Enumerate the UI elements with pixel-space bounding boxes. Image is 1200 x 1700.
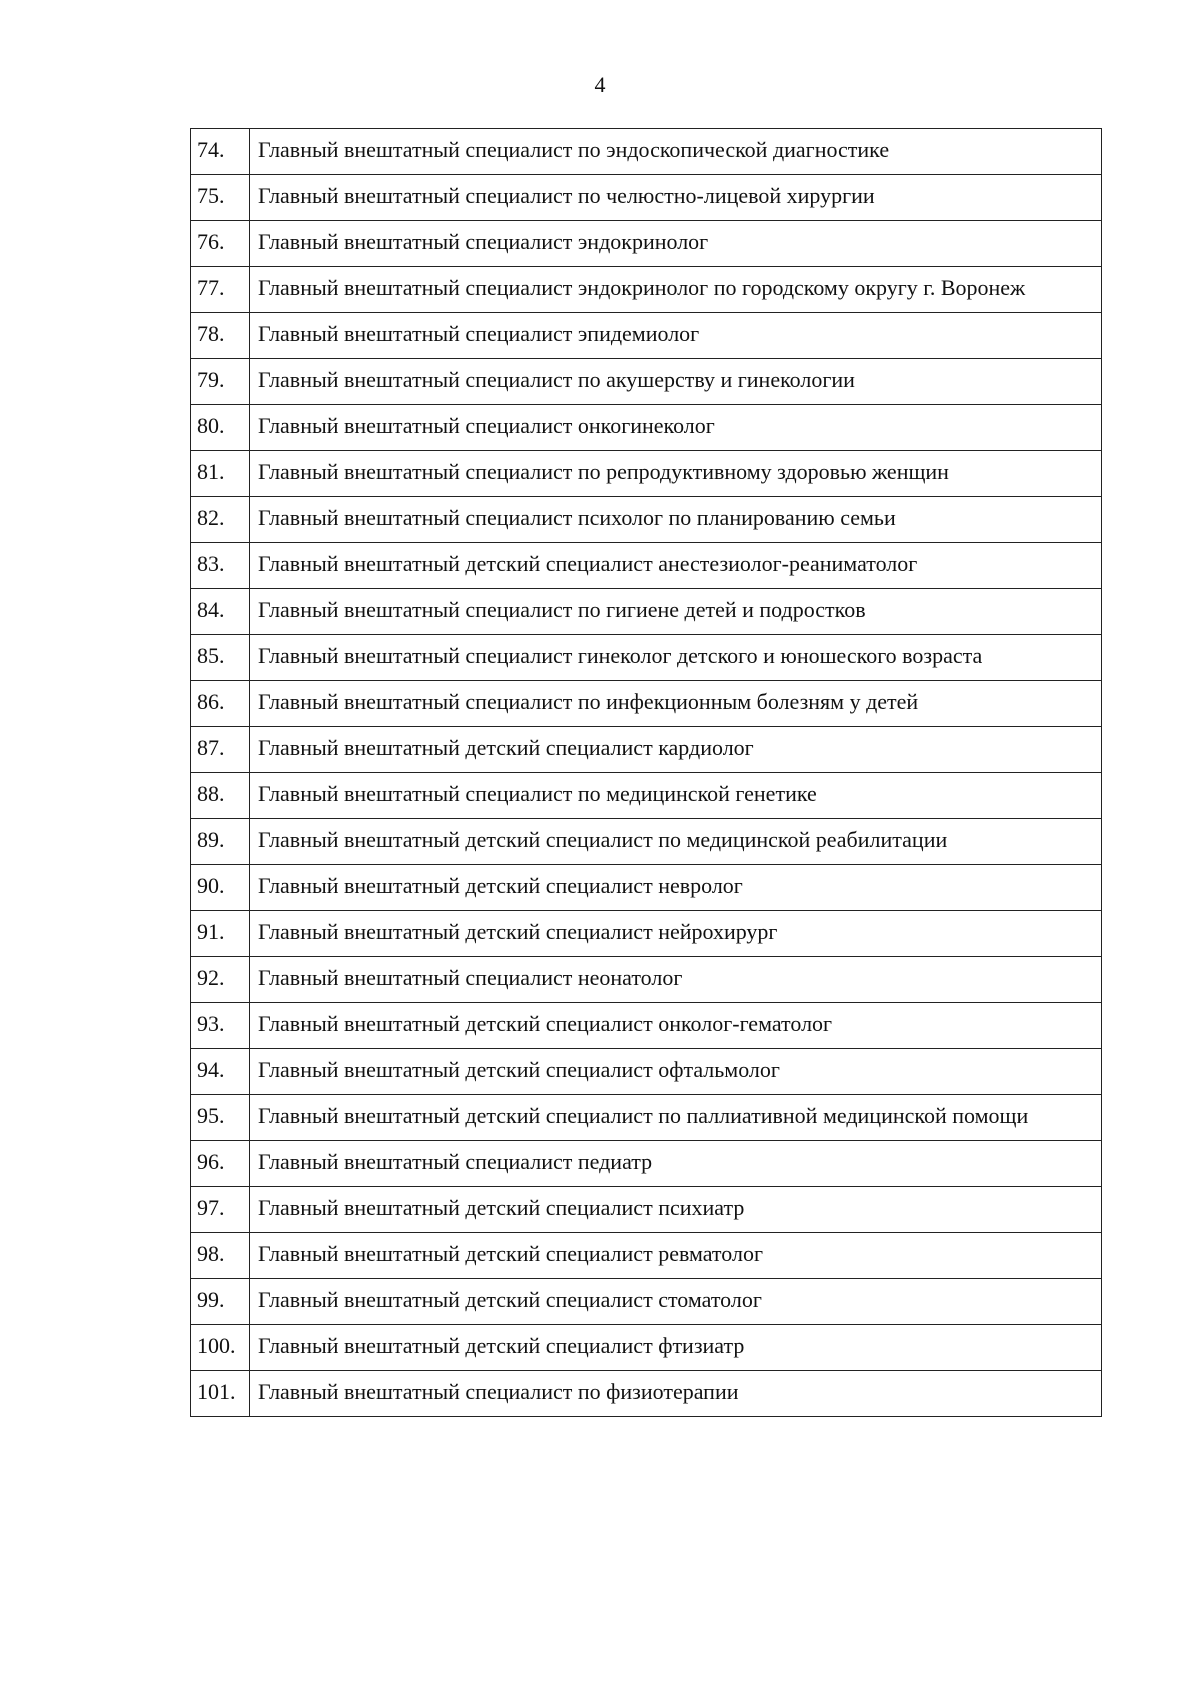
row-number: 83.	[191, 543, 250, 589]
table-row	[191, 1049, 1102, 1095]
table-row	[191, 773, 1102, 819]
row-number: 89.	[191, 819, 250, 865]
table-row	[191, 1095, 1102, 1141]
row-number: 99.	[191, 1279, 250, 1325]
row-number: 100.	[191, 1325, 250, 1371]
specialist-title: Главный внештатный специалист по акушерству и гинекологии	[250, 359, 1102, 405]
row-number: 93.	[191, 1003, 250, 1049]
table-row	[191, 1325, 1102, 1371]
row-number: 95.	[191, 1095, 250, 1141]
table-row	[191, 681, 1102, 727]
table-row	[191, 635, 1102, 681]
specialist-title: Главный внештатный специалист гинеколог детского и юношеского возраста	[250, 635, 1102, 681]
table-body	[191, 129, 1102, 1417]
table-row	[191, 451, 1102, 497]
specialist-title: Главный внештатный детский специалист по медицинской реабилитации	[250, 819, 1102, 865]
specialist-title: Главный внештатный детский специалист кардиолог	[250, 727, 1102, 773]
table-row	[191, 1187, 1102, 1233]
specialist-title: Главный внештатный детский специалист фтизиатр	[250, 1325, 1102, 1371]
specialist-title: Главный внештатный детский специалист психиатр	[250, 1187, 1102, 1233]
specialist-title: Главный внештатный специалист по челюстно-лицевой хирургии	[250, 175, 1102, 221]
row-number: 85.	[191, 635, 250, 681]
row-number: 94.	[191, 1049, 250, 1095]
row-number: 92.	[191, 957, 250, 1003]
row-number: 76.	[191, 221, 250, 267]
specialist-title: Главный внештатный специалист по эндоскопической диагностике	[250, 129, 1102, 175]
table-row	[191, 819, 1102, 865]
row-number: 88.	[191, 773, 250, 819]
table-row	[191, 221, 1102, 267]
specialist-title: Главный внештатный детский специалист стоматолог	[250, 1279, 1102, 1325]
specialist-title: Главный внештатный детский специалист по паллиативной медицинской помощи	[250, 1095, 1102, 1141]
table-row	[191, 865, 1102, 911]
table-row	[191, 1371, 1102, 1417]
row-number: 75.	[191, 175, 250, 221]
row-number: 81.	[191, 451, 250, 497]
specialist-title: Главный внештатный детский специалист онколог-гематолог	[250, 1003, 1102, 1049]
row-number: 74.	[191, 129, 250, 175]
specialist-title: Главный внештатный специалист психолог по планированию семьи	[250, 497, 1102, 543]
row-number: 101.	[191, 1371, 250, 1417]
table-row	[191, 543, 1102, 589]
table-row	[191, 957, 1102, 1003]
specialist-title: Главный внештатный специалист эпидемиолог	[250, 313, 1102, 359]
specialist-title: Главный внештатный специалист по физиотерапии	[250, 1371, 1102, 1417]
specialist-title: Главный внештатный детский специалист невролог	[250, 865, 1102, 911]
table-row	[191, 175, 1102, 221]
row-number: 86.	[191, 681, 250, 727]
specialist-title: Главный внештатный детский специалист анестезиолог-реаниматолог	[250, 543, 1102, 589]
specialist-title: Главный внештатный специалист педиатр	[250, 1141, 1102, 1187]
specialist-title: Главный внештатный специалист онкогинеколог	[250, 405, 1102, 451]
table-row	[191, 727, 1102, 773]
table-row	[191, 911, 1102, 957]
specialist-title: Главный внештатный детский специалист нейрохирург	[250, 911, 1102, 957]
row-number: 98.	[191, 1233, 250, 1279]
table-row	[191, 313, 1102, 359]
row-number: 91.	[191, 911, 250, 957]
specialist-title: Главный внештатный специалист по медицинской генетике	[250, 773, 1102, 819]
page-number: 4	[594, 72, 606, 97]
table-row	[191, 497, 1102, 543]
specialist-title: Главный внештатный специалист эндокринолог по городскому округу г. Воронеж	[250, 267, 1102, 313]
row-number: 90.	[191, 865, 250, 911]
specialist-title: Главный внештатный детский специалист ревматолог	[250, 1233, 1102, 1279]
table-row	[191, 589, 1102, 635]
specialist-title: Главный внештатный специалист неонатолог	[250, 957, 1102, 1003]
specialists-table	[190, 128, 1102, 1417]
specialist-title: Главный внештатный специалист эндокринолог	[250, 221, 1102, 267]
row-number: 82.	[191, 497, 250, 543]
row-number: 79.	[191, 359, 250, 405]
row-number: 77.	[191, 267, 250, 313]
table-row	[191, 129, 1102, 175]
specialist-title: Главный внештатный детский специалист офтальмолог	[250, 1049, 1102, 1095]
table-row	[191, 359, 1102, 405]
table-row	[191, 1233, 1102, 1279]
specialist-title: Главный внештатный специалист по репродуктивному здоровью женщин	[250, 451, 1102, 497]
row-number: 96.	[191, 1141, 250, 1187]
specialist-title: Главный внештатный специалист по гигиене детей и подростков	[250, 589, 1102, 635]
row-number: 80.	[191, 405, 250, 451]
row-number: 87.	[191, 727, 250, 773]
row-number: 78.	[191, 313, 250, 359]
table-row	[191, 267, 1102, 313]
table-row	[191, 405, 1102, 451]
specialist-title: Главный внештатный специалист по инфекционным болезням у детей	[250, 681, 1102, 727]
table-row	[191, 1003, 1102, 1049]
table-row	[191, 1141, 1102, 1187]
row-number: 84.	[191, 589, 250, 635]
table-row	[191, 1279, 1102, 1325]
row-number: 97.	[191, 1187, 250, 1233]
